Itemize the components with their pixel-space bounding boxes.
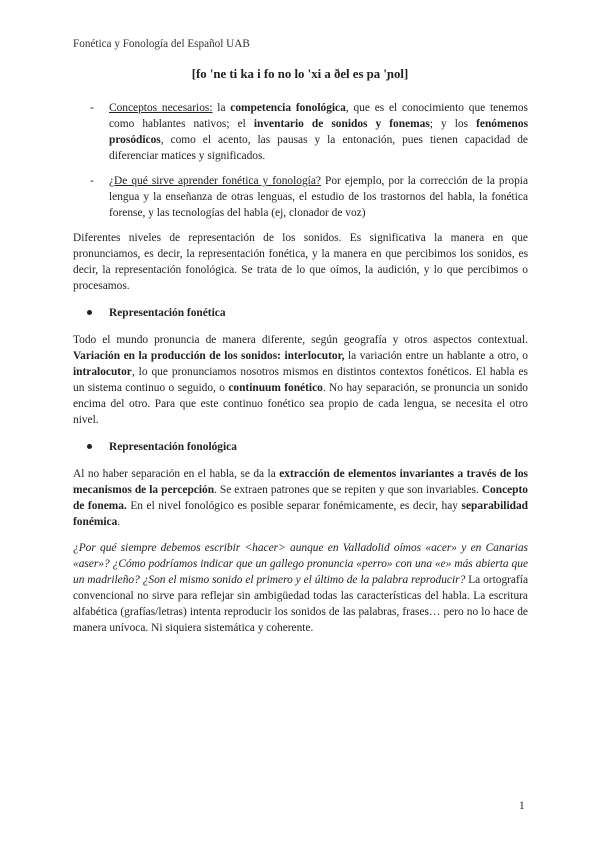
text-run: . Se extraen patrones que se repiten y que son invariables. bbox=[214, 484, 482, 496]
concept-list bbox=[73, 100, 528, 221]
bold-term: separabilidad fonémica bbox=[73, 500, 528, 528]
section-heading-phonetic bbox=[73, 305, 528, 321]
text-run: . bbox=[117, 516, 121, 528]
text-run: , lo que pronunciamos nosotros mismos en distintos contextos fonéticos. El habla es un sistema continuo o seguido, o bbox=[73, 366, 528, 394]
phonological-paragraph bbox=[73, 466, 528, 530]
phonetic-title: [fo 'ne ti ka i fo no lo 'xi a ðel es pa 'ɲol] bbox=[191, 67, 409, 81]
dash-bullet: - bbox=[90, 102, 94, 114]
text-run: En el nivel fonológico es posible separar fonémicamente, es decir, hay bbox=[126, 500, 462, 512]
section-heading-text: Representación fonética bbox=[109, 307, 226, 319]
text-run: la variación entre un hablante a otro, o bbox=[344, 350, 528, 362]
page-header: Fonética y Fonología del Español UAB bbox=[73, 38, 250, 50]
text-run: la bbox=[212, 102, 231, 114]
phonetic-paragraph bbox=[73, 332, 528, 428]
closing-paragraph bbox=[73, 540, 528, 636]
italic-questions: ¿Por qué siempre debemos escribir <hacer> aunque en Valladolid oímos «acer» y en Canarias «aser»? ¿Cómo podríamos indicar que un gallego pronuncia «perro» con una «e» más abierta que un madrileño? ¿Son el mismo sonido el primero y el último de la palabra reproducir? bbox=[73, 542, 528, 586]
bullet-dot bbox=[87, 444, 92, 449]
text-run: Todo el mundo pronuncia de manera diferente, según geografía y otros aspectos contextual. bbox=[73, 334, 528, 346]
text-run: , como el acento, las pausas y la entonación, pues tienen capacidad de diferenciar matices y significados. bbox=[109, 134, 528, 162]
text-run: ; y los bbox=[429, 118, 477, 130]
bold-term: Variación en la producción de los sonidos: interlocutor, bbox=[73, 350, 345, 362]
concepts-label: Conceptos necesarios: bbox=[109, 102, 213, 114]
text-run: La ortografía convencional no sirve para reflejar sin ambigüedad todas las características del habla. La escritura alfabética (grafías/letras) intenta reproducir los sonidos de las palabras, frases… pero no lo hace de manera unívoca. Ni siquiera sistemática y coherente. bbox=[73, 574, 528, 634]
text-run: Por ejemplo, por la corrección de la propia lengua y la enseñanza de otras lenguas, el estudio de los trastornos del habla, la fonética forense, y las tecnologías del habla (ej, clonador de voz) bbox=[109, 175, 529, 219]
bold-term: intralocutor bbox=[73, 366, 132, 378]
text-run: , que es el conocimiento que tenemos como hablantes nativos; el bbox=[109, 102, 528, 130]
bold-term: Concepto de fonema. bbox=[73, 484, 529, 512]
list-item-concepts bbox=[73, 100, 528, 164]
list-item-purpose bbox=[73, 173, 528, 221]
purpose-label: ¿De qué sirve aprender fonética y fonología? bbox=[109, 175, 321, 187]
bullet-dot bbox=[87, 310, 92, 315]
text-run: . No hay separación, se pronuncia un sonido encima del otro. Para que este continuo fonético sea propio de cada lengua, se necesita el otro nivel. bbox=[73, 382, 528, 426]
intro-paragraph: Diferentes niveles de representación de los sonidos. Es significativa la manera en que pronunciamos, es decir, la representación fonética, y la manera en que percibimos los sonidos, es decir, la representación fonológica. Se trata de lo que oímos, la audición, y lo que percibimos o procesamos. bbox=[73, 232, 528, 292]
page-number: 1 bbox=[519, 800, 525, 812]
text-run: Al no haber separación en el habla, se da la bbox=[73, 468, 280, 480]
bold-term: continuum fonético bbox=[228, 382, 323, 394]
bold-term: competencia fonológica bbox=[230, 102, 346, 114]
bold-term: extracción de elementos invariantes a través de los mecanismos de la percepción bbox=[73, 468, 528, 496]
section-heading-phonological bbox=[73, 439, 528, 455]
section-heading-text: Representación fonológica bbox=[109, 441, 237, 453]
dash-bullet: - bbox=[90, 175, 94, 187]
document-body bbox=[73, 100, 528, 636]
bold-term: fenómenos prosódicos bbox=[109, 118, 528, 146]
bold-term: inventario de sonidos y fonemas bbox=[253, 118, 430, 130]
